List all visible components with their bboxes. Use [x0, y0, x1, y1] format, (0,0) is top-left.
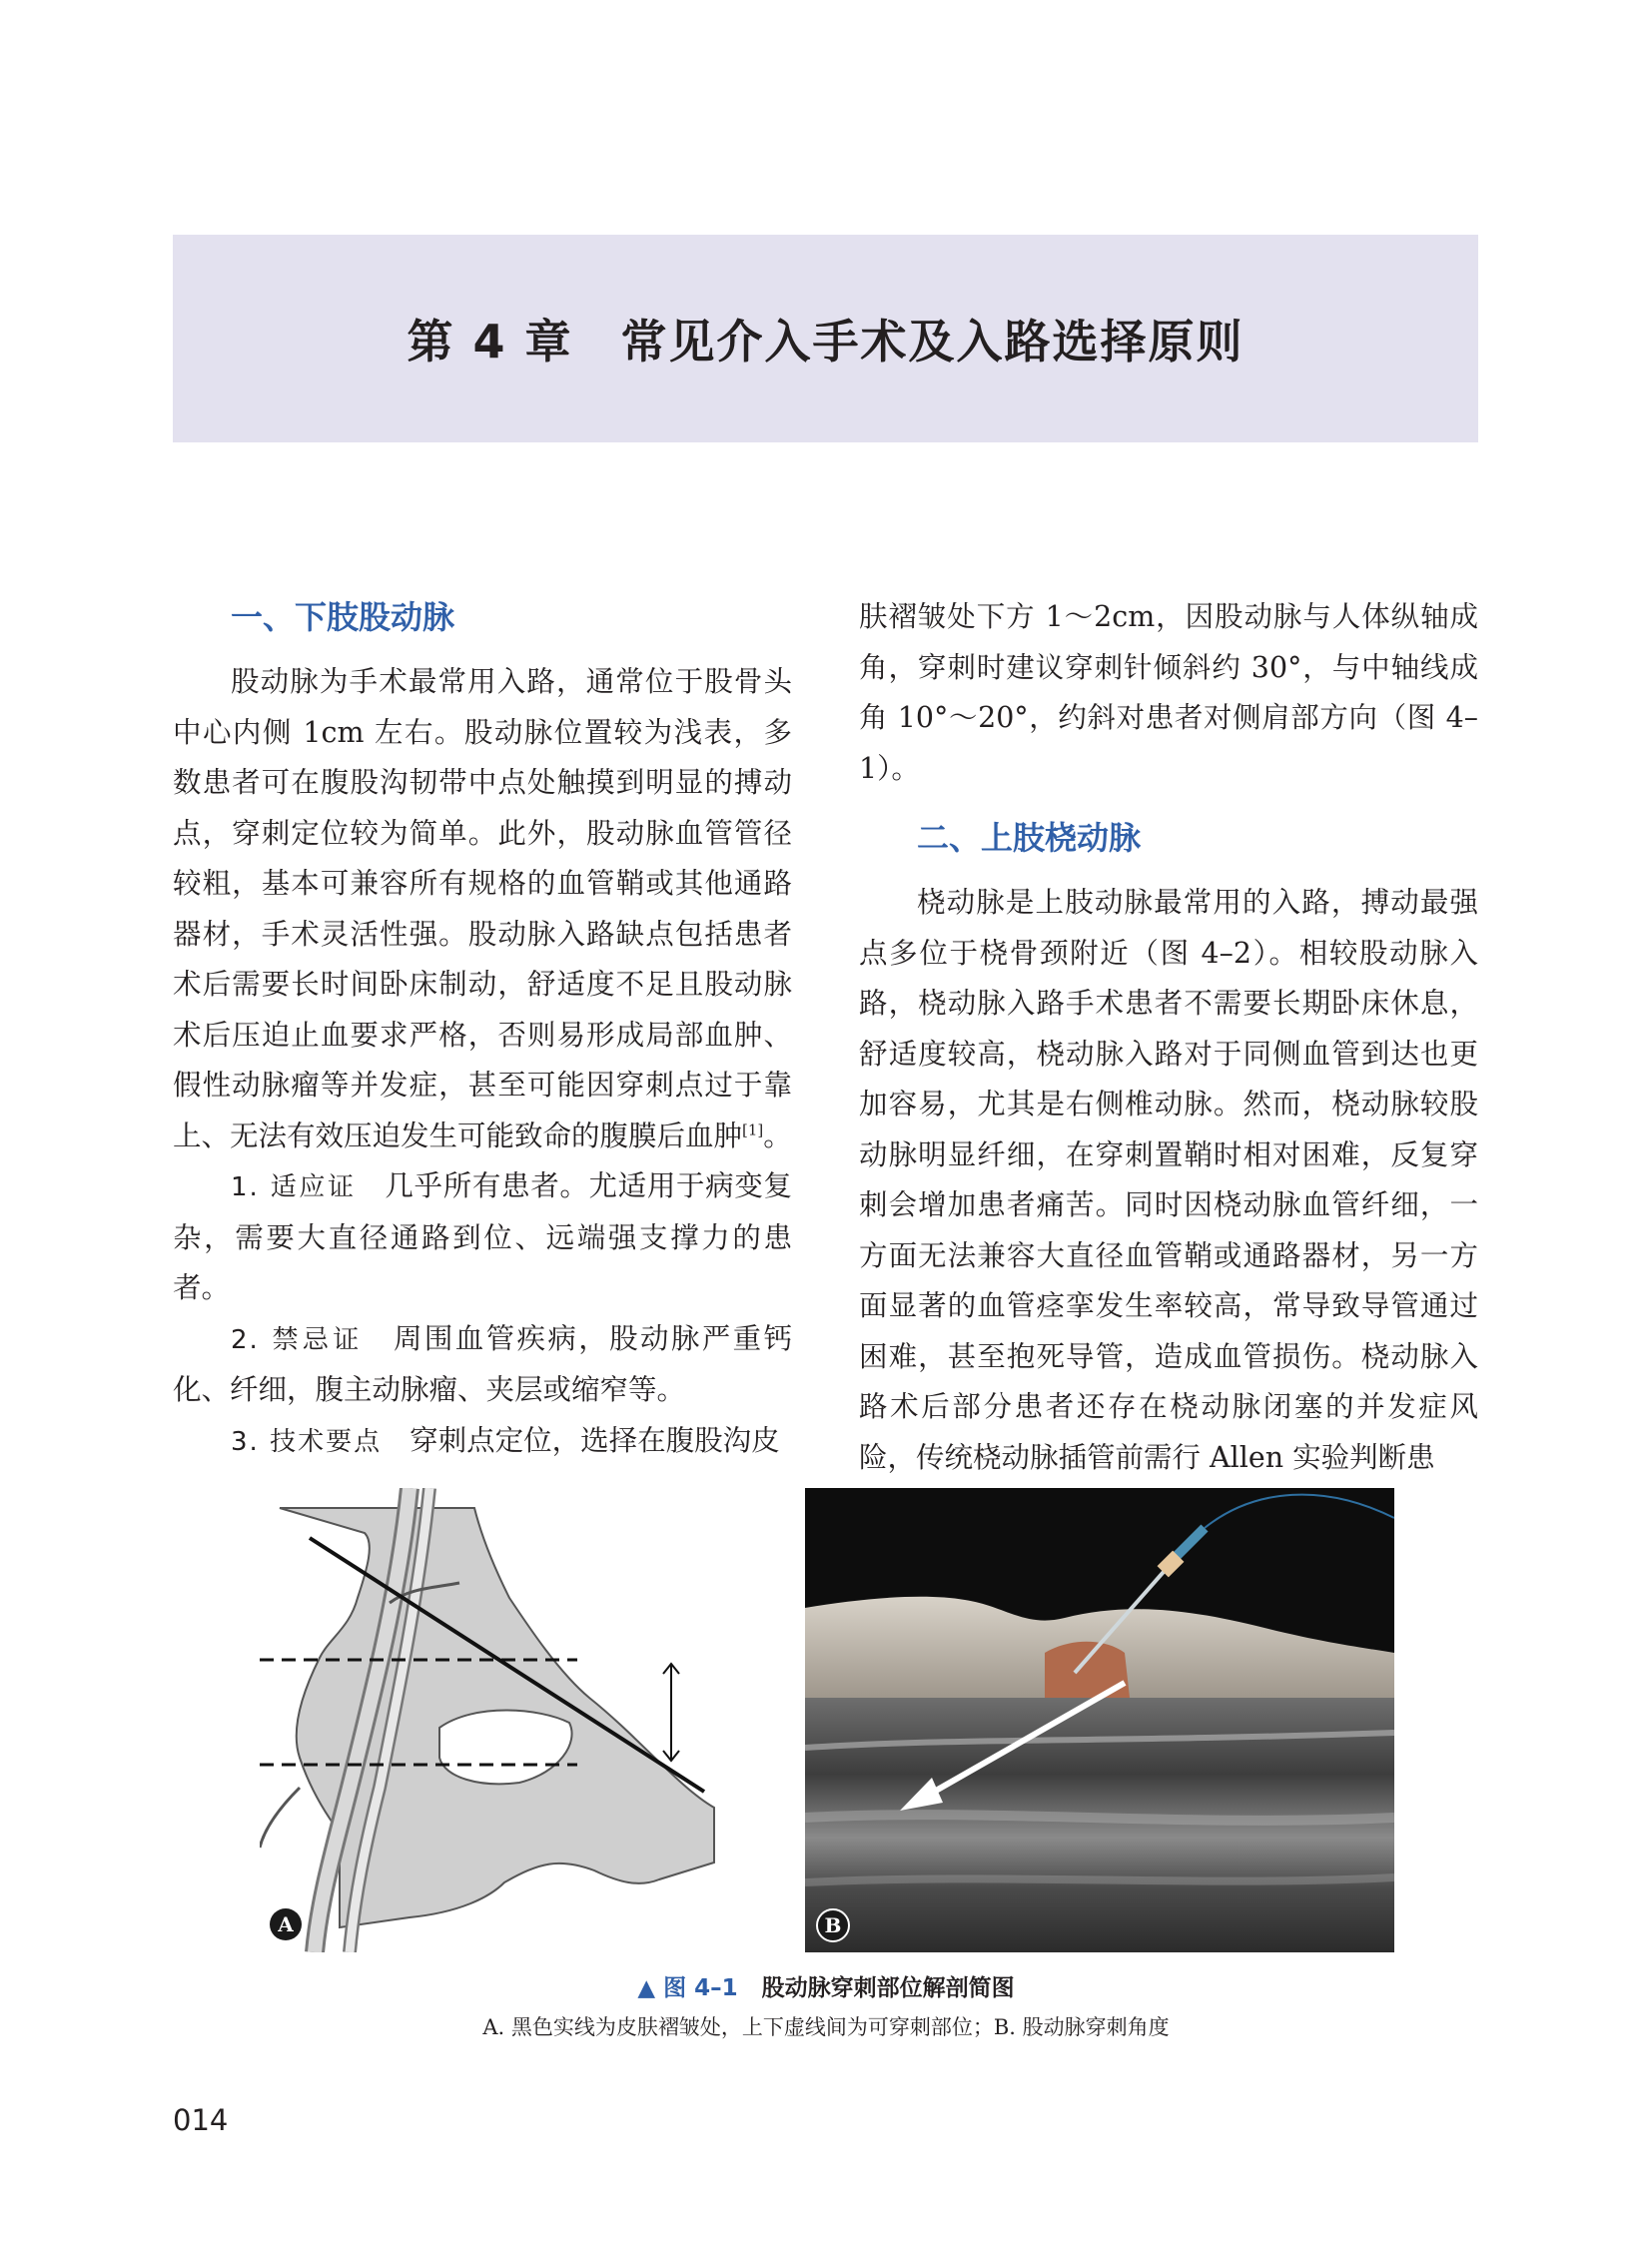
paragraph-technique-continued: 肤褶皱处下方 1～2cm，因股动脉与人体纵轴成角，穿刺时建议穿刺针倾斜约 30°，与中轴线成角 10°～20°，约斜对患者对侧肩部方向（图 4–1）。: [859, 600, 1478, 785]
reference-marker[interactable]: [1]: [742, 1120, 764, 1138]
indications-label: 1. 适应证: [231, 1172, 357, 1202]
panel-b-badge: B: [816, 1908, 850, 1942]
page-number: 014: [173, 2103, 229, 2137]
figure-label: ▲ 图 4–1: [637, 1975, 738, 2001]
figure-subcaption: A. 黑色实线为皮肤褶皱处，上下虚线间为可穿刺部位；B. 股动脉穿刺角度: [482, 2015, 1170, 2039]
section-heading-femoral: 一、下肢股动脉: [231, 598, 455, 636]
femoral-anatomy-drawing: [260, 1488, 764, 1952]
contraindications-label: 2. 禁忌证: [231, 1324, 364, 1355]
puncture-angle-photo: [805, 1488, 1394, 1952]
left-column: [173, 589, 792, 1467]
figure-panel-b: [805, 1488, 1394, 1952]
paragraph-indications: [173, 1161, 792, 1314]
indications-text: 几乎所有患者。尤适用于病变复杂，需要大直径通路到位、远端强支撑力的患者。: [173, 1169, 792, 1304]
paragraph-technique: [173, 1416, 792, 1468]
technique-text: 穿刺点定位，选择在腹股沟皮: [410, 1423, 780, 1457]
technique-label: 3. 技术要点: [231, 1426, 383, 1457]
figure-title: 股动脉穿刺部位解剖简图: [761, 1975, 1015, 2001]
chapter-number: 第 4 章: [407, 315, 573, 369]
paragraph-contraindications: [173, 1314, 792, 1416]
chapter-banner: [173, 235, 1478, 442]
paragraph-femoral-intro: [173, 657, 792, 1161]
chapter-name: 常见介入手术及入路选择原则: [620, 315, 1244, 369]
panel-a-badge: A: [270, 1908, 302, 1940]
figure-caption: [0, 1969, 1652, 2002]
chapter-title: [407, 306, 1243, 372]
contraindications-text: 周围血管疾病，股动脉严重钙化、纤细，腹主动脉瘤、夹层或缩窄等。: [173, 1321, 792, 1406]
section-heading-radial: 二、上肢桡动脉: [917, 819, 1142, 857]
femoral-intro-text: 股动脉为手术最常用入路，通常位于股骨头中心内侧 1cm 左右。股动脉位置较为浅表，多数患者可在腹股沟韧带中点处触摸到明显的搏动点，穿刺定位较为简单。此外，股动脉血管管径较粗，基本可兼容所有规格的血管鞘或其他通路器材，手术灵活性强。股动脉入路缺点包括患者术后需要长时间卧床制动，舒适度不足且股动脉术后压迫止血要求严格，否则易形成局部血肿、假性动脉瘤等并发症，甚至可能因穿刺点过于靠上、无法有效压迫发生可能致命的腹膜后血肿: [173, 665, 792, 1152]
paragraph-radial-intro: 桡动脉是上肢动脉最常用的入路，搏动最强点多位于桡骨颈附近（图 4–2）。相较股动脉入路，桡动脉入路手术患者不需要长期卧床休息，舒适度较高，桡动脉入路对于同侧血管到达也更加容易，尤其是右侧椎动脉。然而，桡动脉较股动脉明显纤细，在穿刺置鞘时相对困难，反复穿刺会增加患者痛苦。同时因桡动脉血管纤细，一方面无法兼容大直径血管鞘或通路器材，另一方面显著的血管痉挛发生率较高，常导致导管通过困难，甚至抱死导管，造成血管损伤。桡动脉入路术后部分患者还存在桡动脉闭塞的并发症风险，传统桡动脉插管前需行 Allen 实验判断患: [859, 886, 1478, 1474]
right-column: [859, 592, 1478, 1483]
femoral-intro-end: 。: [763, 1119, 792, 1152]
figure-panel-a: [260, 1488, 764, 1952]
